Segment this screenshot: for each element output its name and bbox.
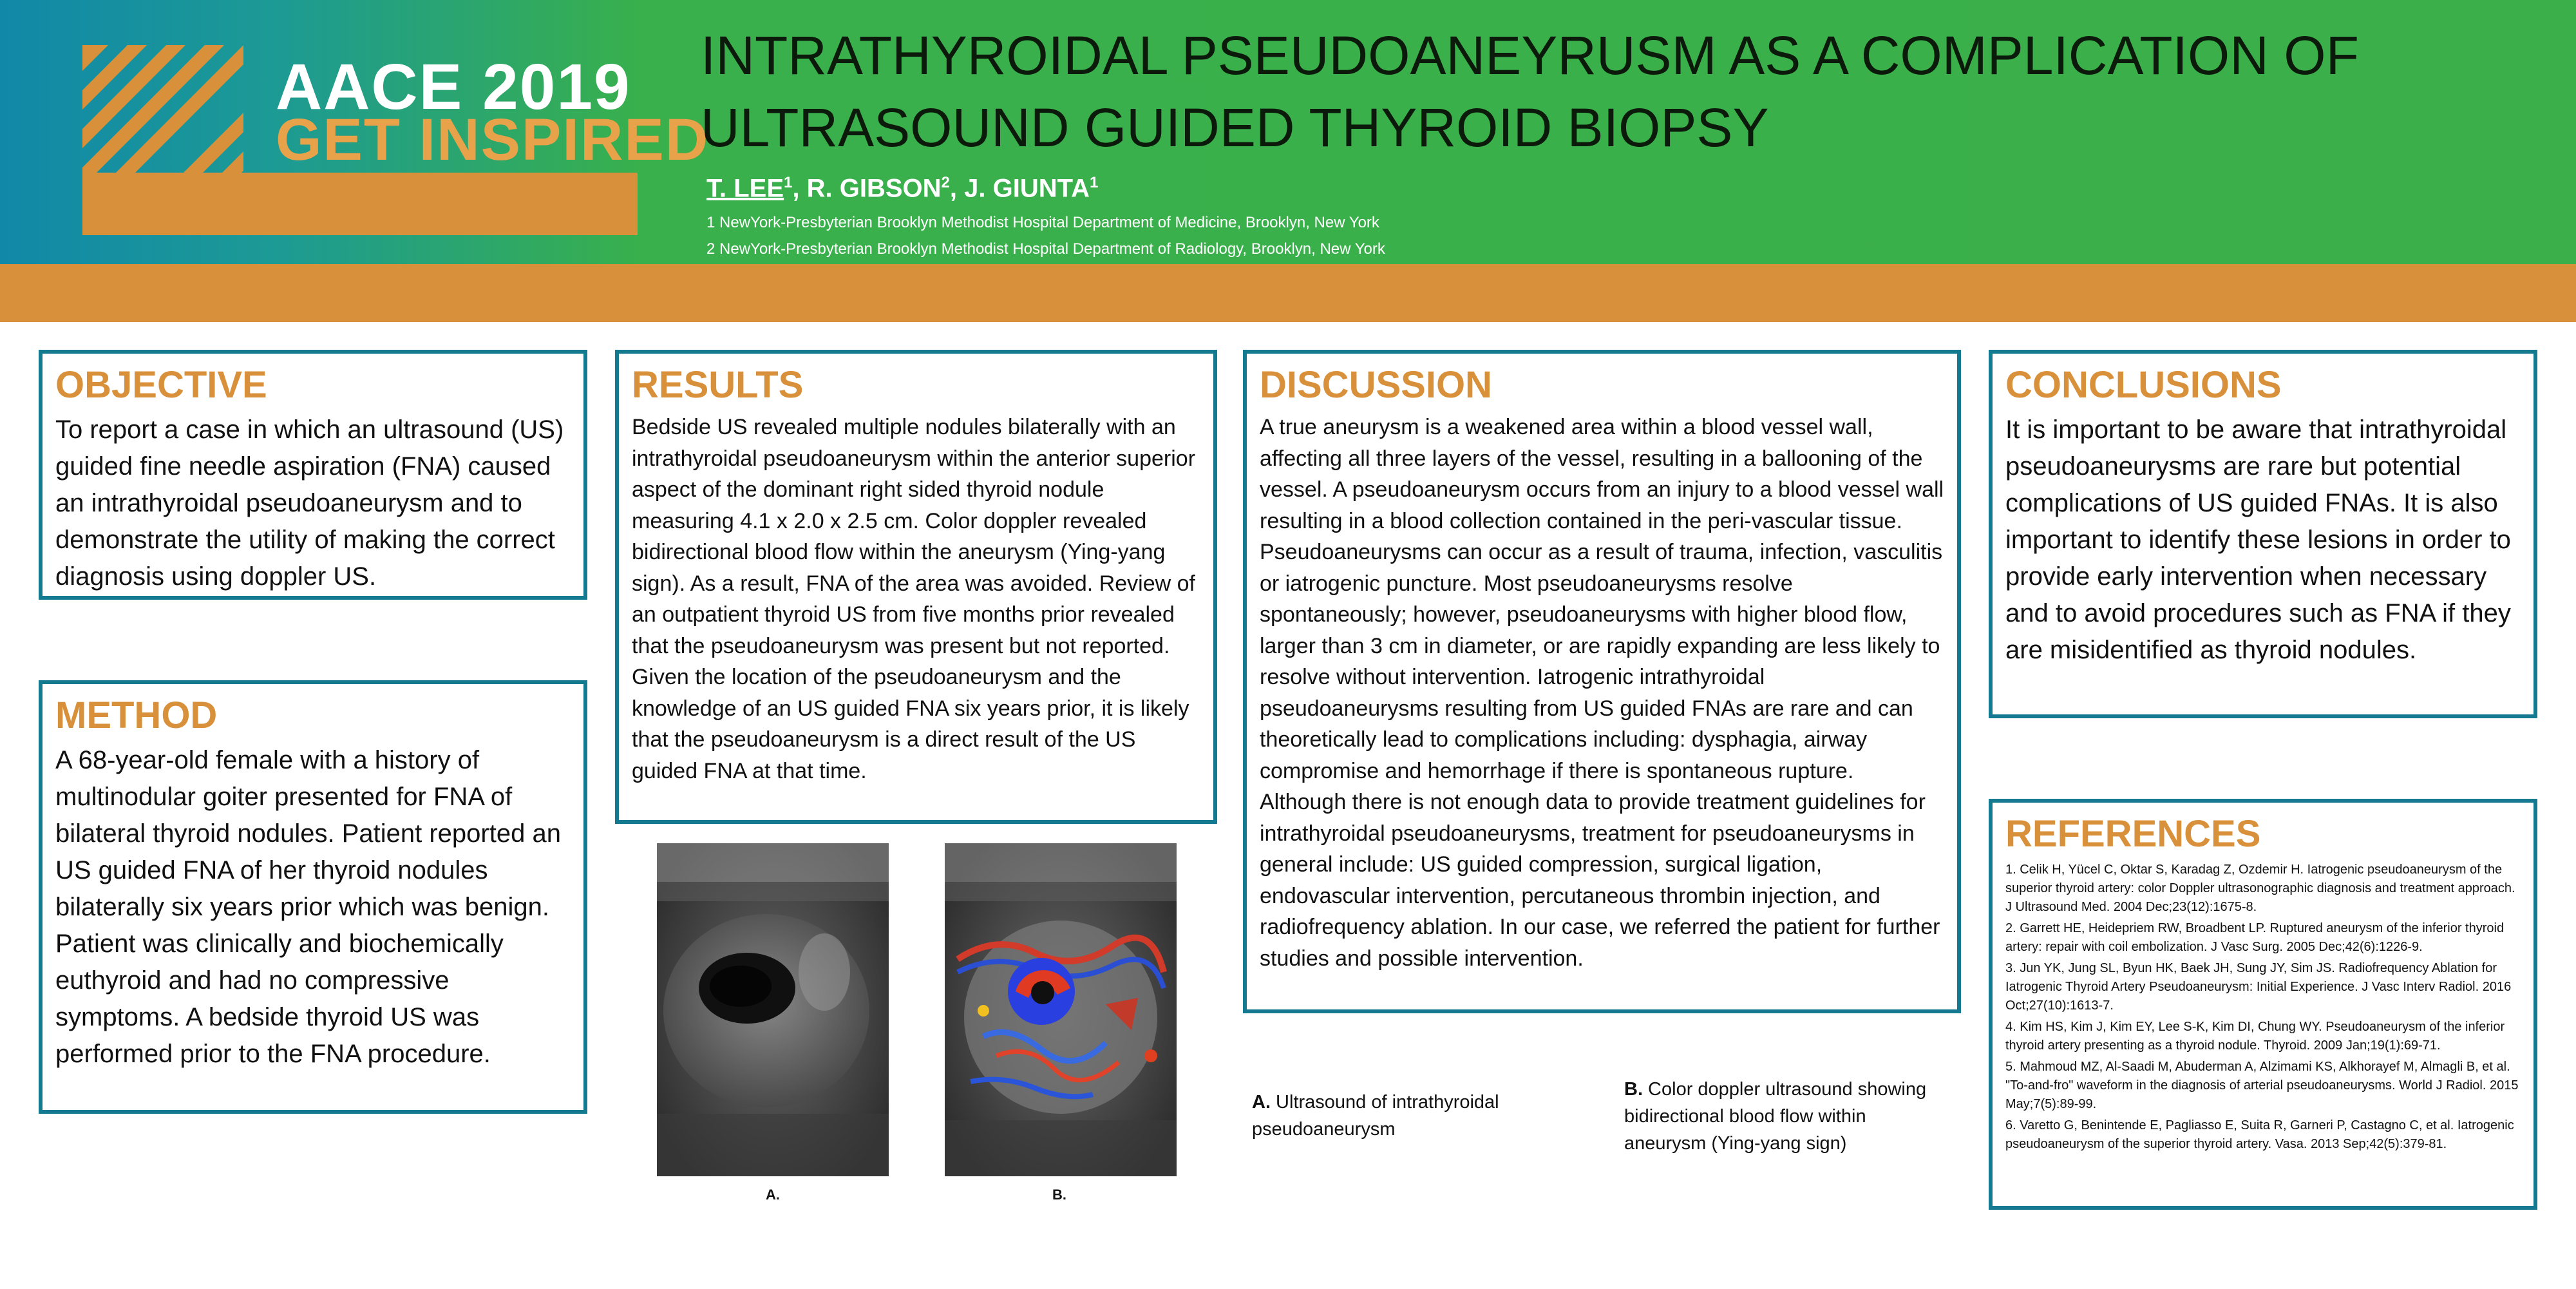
reference-item: 6. Varetto G, Benintende E, Pagliasso E, Suita R, Garneri P, Castagno C, et al. Iatrogenic pseudoaneurysm of the superior thyroid artery. Vasa. 2013 Sep;42(5):379-81. xyxy=(2005,1118,2514,1151)
author-list xyxy=(706,174,1098,203)
references-section xyxy=(1989,799,2537,1210)
section-text: A 68-year-old female with a history of multinodular goiter presented for FNA of bilateral thyroid nodules. Patient reported an US guided FNA of her thyroid nodules bilaterally six years prior which was benign. Patient was clinically and biochemically euthyroid and had no compressive symptoms. A bedside thyroid US was performed prior to the FNA procedure. xyxy=(55,746,561,1068)
reference-item: 2. Garrett HE, Heidepriem RW, Broadbent LP. Ruptured aneurysm of the inferior thyroid artery: repair with coil embolization. J Vasc Surg. 2005 Dec;42(6):1226-9. xyxy=(2005,921,2505,954)
logo-tagline: GET INSPIRED xyxy=(276,107,710,173)
author-affiliation-mark: 2 xyxy=(941,174,950,191)
reference-list xyxy=(2005,861,2521,1154)
author-name: T. LEE xyxy=(706,174,784,203)
logo-title: AACE 2019 xyxy=(276,51,631,123)
conference-logo xyxy=(82,45,710,235)
author-separator: , xyxy=(792,174,807,203)
reference-item: 5. Mahmoud MZ, Al-Saadi M, Abuderman A, Alzimami KS, Alkhorayef M, Almagli B, et al. "To-and-fro" waveform in the diagnosis of arterial pseudoaneurysms. World J Radiol. 2015 May;7(5):89-99. xyxy=(2005,1060,2519,1111)
reference-item: 1. Celik H, Yücel C, Oktar S, Karadag Z, Ozdemir H. Iatrogenic pseudoaneurysm of the superior thyroid artery: color Doppler ultrasonographic diagnosis and treatment approach. J Ultrasound Med. 2004 Dec;23(12):1675-8. xyxy=(2005,863,2515,914)
author-affiliation-mark: 1 xyxy=(784,174,793,191)
objective-section xyxy=(39,350,587,600)
figure-caption-b xyxy=(1624,1076,1946,1157)
author-name: R. GIBSON xyxy=(806,174,942,203)
section-heading: OBJECTIVE xyxy=(55,364,267,406)
reference-item: 3. Jun YK, Jung SL, Byun HK, Baek JH, Sung JY, Sim JS. Radiofrequency Ablation for Iatrogenic Thyroid Artery Pseudoaneurysm: Initial Experience. J Vasc Interv Radiol. 2016 Oct;27(10):1613-7. xyxy=(2005,961,2512,1013)
header-banner xyxy=(0,0,2576,264)
section-heading: METHOD xyxy=(55,694,218,736)
section-heading: DISCUSSION xyxy=(1260,364,1492,406)
ultrasound-image-b xyxy=(945,843,1177,1176)
author-affiliation-mark: 1 xyxy=(1089,174,1099,191)
method-section xyxy=(39,680,587,1114)
affiliation-2: 2 NewYork-Presbyterian Brooklyn Methodist Hospital Department of Radiology, Brooklyn, New York xyxy=(706,240,1385,258)
caption-text: Ultrasound of intrathyroidal pseudoaneurysm xyxy=(1252,1092,1499,1140)
section-heading: RESULTS xyxy=(632,364,804,406)
conclusions-section xyxy=(1989,350,2537,718)
caption-letter: A. xyxy=(1252,1092,1271,1112)
discussion-section xyxy=(1243,350,1961,1013)
header-orange-band xyxy=(0,264,2576,322)
section-text: Bedside US revealed multiple nodules bilaterally with an intrathyroidal pseudoaneurysm within the anterior superior aspect of the dominant right sided thyroid nodule measuring 4.1 x 2.0 x 2.5 cm. Color doppler revealed bidirectional blood flow within the aneurysm (Ying-yang sign). As a result, FNA of the area was avoided. Review of an outpatient thyroid US from five months prior revealed that the pseudoaneurysm was present but not reported. Given the location of the pseudoaneurysm and the knowledge of an US guided FNA six years prior, it is likely that the pseudoaneurysm is a direct result of the US guided FNA at that time. xyxy=(632,415,1196,783)
section-heading: REFERENCES xyxy=(2005,813,2261,855)
figure-caption-a xyxy=(1252,1089,1561,1143)
image-b-label: B. xyxy=(1052,1187,1066,1203)
logo-orange-bar xyxy=(82,173,638,235)
image-a-label: A. xyxy=(766,1187,780,1203)
affiliation-1: 1 NewYork-Presbyterian Brooklyn Methodist Hospital Department of Medicine, Brooklyn, New York xyxy=(706,214,1379,231)
ultrasound-grayscale-graphic xyxy=(657,843,889,1176)
section-text: A true aneurysm is a weakened area within a blood vessel wall, affecting all three layers of the vessel, resulting in a ballooning of the vessel. A pseudoaneurysm occurs from an injury to a blood vessel wall resulting in a blood collection contained in the peri-vascular tissue. Pseudoaneurysms can occur as a result of trauma, infection, vasculitis or iatrogenic puncture. Most pseudoaneurysms resolve spontaneously; however, pseudoaneurysms with higher blood flow, larger than 3 cm in diameter, or are rapidly expanding are less likely to resolve without intervention. Iatrogenic intrathyroidal pseudoaneurysms resulting from US guided FNAs are rare and can theoretically lead to complications including: dysphagia, airway compromise and hemorrhage if there is spontaneous rupture. Although there is not enough data to provide treatment guidelines for intrathyroidal pseudoaneurysms, treatment for pseudoaneurysms in general include: US guided compression, surgical ligation, endovascular intervention, percutaneous thrombin injection, and radiofrequency ablation. In our case, we referred the patient for further studies and possible intervention. xyxy=(1260,415,1944,971)
caption-text: Color doppler ultrasound showing bidirectional blood flow within aneurysm (Ying-yang sign) xyxy=(1624,1079,1927,1154)
ultrasound-image-a xyxy=(657,843,889,1176)
section-heading: CONCLUSIONS xyxy=(2005,364,2282,406)
section-text: To report a case in which an ultrasound (US) guided fine needle aspiration (FNA) caused an intrathyroidal pseudoaneurysm and to demonstrate the utility of making the correct diagnosis using doppler US. xyxy=(55,415,564,591)
reference-item: 4. Kim HS, Kim J, Kim EY, Lee S-K, Kim DI, Chung WY. Pseudoaneurysm of the inferior thyroid artery presenting as a thyroid nodule. Thyroid. 2009 Jan;19(1):69-71. xyxy=(2005,1020,2505,1053)
section-text: It is important to be aware that intrathyroidal pseudoaneurysms are rare but potential complications of US guided FNAs. It is also important to identify these lesions in order to provide early intervention when necessary and to avoid procedures such as FNA if they are misidentified as thyroid nodules. xyxy=(2005,415,2511,664)
author-separator: , xyxy=(949,174,965,203)
results-section xyxy=(615,350,1217,824)
doppler-ultrasound-graphic xyxy=(945,843,1177,1176)
caption-letter: B. xyxy=(1624,1079,1643,1100)
poster-title: INTRATHYROIDAL PSEUDOANEYRUSM AS A COMPLICATION OF ULTRASOUND GUIDED THYROID BIOPSY xyxy=(701,25,2359,158)
author-name: J. GIUNTA xyxy=(964,174,1090,203)
